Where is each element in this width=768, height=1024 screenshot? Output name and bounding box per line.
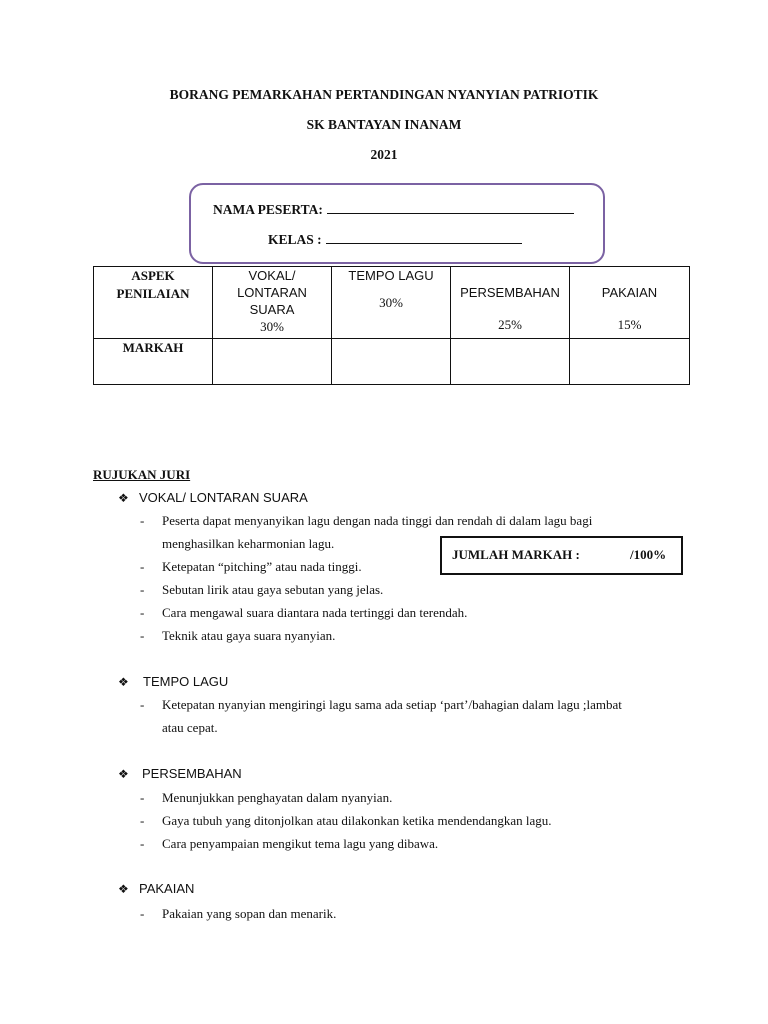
performance-mark-cell[interactable] xyxy=(451,339,570,385)
form-title: BORANG PEMARKAHAN PERTANDINGAN NYANYIAN PATRIOTIK xyxy=(169,87,599,102)
section-bullet-icon: ❖ xyxy=(118,675,129,689)
performance-percent: 25% xyxy=(498,317,522,332)
vocal-percent: 30% xyxy=(260,319,284,334)
score-table xyxy=(93,266,690,385)
class-label: KELAS : xyxy=(268,232,322,247)
class-field[interactable] xyxy=(268,231,522,248)
total-marks-max: /100% xyxy=(630,547,667,562)
vocal-label-line3: SUARA xyxy=(249,302,295,317)
list-item: Ketepatan nyanyian mengiringi lagu sama ada setiap ‘part’/bahagian dalam lagu ;lambat xyxy=(162,697,622,712)
attire-mark-cell[interactable] xyxy=(570,339,690,385)
dash-marker: - xyxy=(140,836,145,851)
vocal-label-line2: LONTARAN xyxy=(237,285,307,300)
total-marks-label: JUMLAH MARKAH : xyxy=(452,547,580,562)
participant-name-field[interactable] xyxy=(213,201,574,218)
section-bullet-icon: ❖ xyxy=(118,767,129,781)
tempo-mark-cell[interactable] xyxy=(332,339,451,385)
attire-header-cell xyxy=(570,267,690,339)
dash-marker: - xyxy=(140,813,145,828)
mark-label: MARKAH xyxy=(122,340,184,355)
aspect-label-line2: PENILAIAN xyxy=(116,286,190,301)
vocal-mark-cell[interactable] xyxy=(213,339,332,385)
attire-label: PAKAIAN xyxy=(601,285,658,300)
attire-percent: 15% xyxy=(617,317,642,332)
dash-marker: - xyxy=(140,628,145,643)
dash-marker: - xyxy=(140,697,145,712)
participant-name-label: NAMA PESERTA: xyxy=(213,202,323,217)
form-year: 2021 xyxy=(370,147,398,162)
vocal-header-cell xyxy=(213,267,332,339)
dash-marker: - xyxy=(140,605,145,620)
dash-marker: - xyxy=(140,906,145,921)
list-item: Cara penyampaian mengikut tema lagu yang dibawa. xyxy=(162,836,439,851)
total-marks-box[interactable] xyxy=(440,536,683,575)
school-name: SK BANTAYAN INANAM xyxy=(306,117,462,132)
list-item: Cara mengawal suara diantara nada tertinggi dan terendah. xyxy=(162,605,468,620)
dash-marker: - xyxy=(140,582,145,597)
tempo-label: TEMPO LAGU xyxy=(348,268,434,283)
participant-name-line[interactable] xyxy=(327,201,574,214)
list-item: Teknik atau gaya suara nyanyian. xyxy=(162,628,336,643)
tempo-header-cell xyxy=(332,267,451,339)
dash-marker: - xyxy=(140,790,145,805)
section-vocal-label: VOKAL/ LONTARAN SUARA xyxy=(139,490,308,505)
participant-box xyxy=(189,183,605,264)
aspect-header-cell xyxy=(94,267,213,339)
list-item: Ketepatan “pitching” atau nada tinggi. xyxy=(162,559,362,574)
list-item: Gaya tubuh yang ditonjolkan atau dilakonkan ketika mendendangkan lagu. xyxy=(162,813,552,828)
dash-marker: - xyxy=(140,559,145,574)
list-item: menghasilkan keharmonian lagu. xyxy=(162,536,335,551)
list-item: Pakaian yang sopan dan menarik. xyxy=(162,906,337,921)
reference-title: RUJUKAN JURI xyxy=(93,467,191,482)
score-table-mark-row xyxy=(94,339,690,385)
performance-label: PERSEMBAHAN xyxy=(460,285,560,300)
vocal-label-line1: VOKAL/ xyxy=(248,268,296,283)
section-attire-label: PAKAIAN xyxy=(139,881,195,896)
section-bullet-icon: ❖ xyxy=(118,491,129,505)
list-item: Peserta dapat menyanyikan lagu dengan nada tinggi dan rendah di dalam lagu bagi xyxy=(162,513,593,528)
list-item: atau cepat. xyxy=(162,720,218,735)
section-tempo-label: TEMPO LAGU xyxy=(143,674,229,689)
list-item: Menunjukkan penghayatan dalam nyanyian. xyxy=(162,790,393,805)
list-item: Sebutan lirik atau gaya sebutan yang jelas. xyxy=(162,582,384,597)
mark-label-cell xyxy=(94,339,213,385)
dash-marker: - xyxy=(140,513,145,528)
class-line[interactable] xyxy=(326,231,522,244)
aspect-label-line1: ASPEK xyxy=(131,268,175,283)
tempo-percent: 30% xyxy=(379,295,403,310)
performance-header-cell xyxy=(451,267,570,339)
score-table-header-row xyxy=(94,267,690,339)
section-bullet-icon: ❖ xyxy=(118,882,129,896)
section-performance-label: PERSEMBAHAN xyxy=(142,766,242,781)
